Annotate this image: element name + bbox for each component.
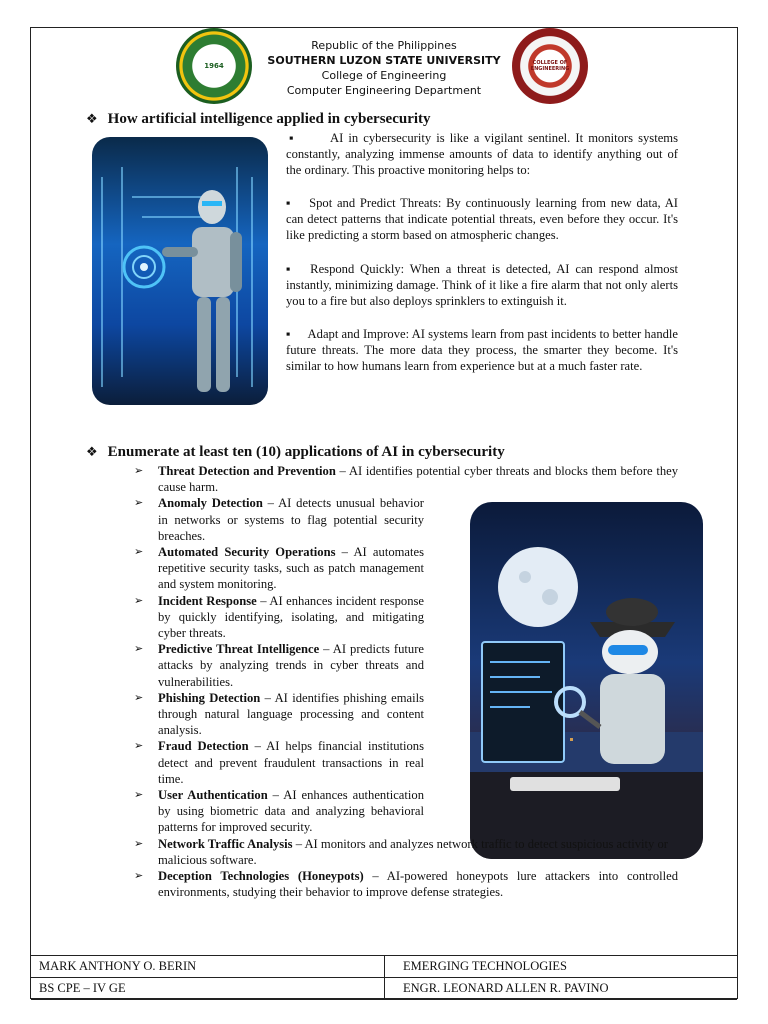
diamond-bullet-icon: ❖ <box>86 445 98 460</box>
diamond-bullet-icon: ❖ <box>86 112 98 127</box>
letterhead-department: Computer Engineering Department <box>286 84 482 97</box>
letterhead-university: SOUTHERN LUZON STATE UNIVERSITY <box>267 54 501 67</box>
section1-point-2-text: Respond Quickly: When a threat is detected, AI can respond almost instantly, minimizing damage. Think of it like a fire alarm that not only alerts you to a fire but also deploys sprinklers to extinguish it. <box>286 262 678 309</box>
section1-point-2 <box>286 261 678 310</box>
student-name: MARK ANTHONY O. BERIN <box>39 959 197 973</box>
arrow-bullet-icon: ➢ <box>134 788 144 802</box>
college-of-engineering-seal-logo <box>512 28 588 104</box>
program-section: BS CPE – IV GE <box>39 981 126 995</box>
list-item-predictive-threat: ➢ Predictive Threat Intelligence – AI predicts future attacks by analyzing trends in cyber threats and vulnerabilities. <box>134 642 424 689</box>
arrow-bullet-icon: ➢ <box>134 690 144 704</box>
footer-row-2 <box>31 978 737 1000</box>
section1-point-1 <box>286 195 678 244</box>
instructor-name: ENGR. LEONARD ALLEN R. PAVINO <box>384 978 737 999</box>
section1-heading-text: How artificial intelligence applied in cybersecurity <box>107 111 431 127</box>
footer-row-1 <box>31 956 737 978</box>
letterhead-republic: Republic of the Philippines <box>311 39 457 52</box>
applications-list <box>134 463 678 900</box>
arrow-bullet-icon: ➢ <box>134 642 144 656</box>
list-item-threat-detection: ➢ Threat Detection and Prevention – AI identifies potential cyber threats and blocks them before they cause harm. <box>134 464 678 495</box>
list-item-network-traffic: ➢ Network Traffic Analysis – AI monitors and analyzes network traffic to detect suspicious activity or malicious software. <box>134 836 668 867</box>
engineering-seal-text: COLLEGE OF ENGINEERING <box>530 60 570 72</box>
course-name: EMERGING TECHNOLOGIES <box>384 956 737 977</box>
arrow-bullet-icon: ➢ <box>134 464 144 477</box>
footer-table <box>31 955 737 1000</box>
arrow-bullet-icon: ➢ <box>134 836 144 850</box>
section2-heading-text: Enumerate at least ten (10) applications of AI in cybersecurity <box>107 444 505 460</box>
square-bullet-icon: ▪ <box>286 262 294 276</box>
arrow-bullet-icon: ➢ <box>134 593 144 607</box>
arrow-bullet-icon: ➢ <box>134 869 144 883</box>
list-item-deception-tech: ➢ Deception Technologies (Honeypots) – AI-powered honeypots lure attackers into controlled environments, studying their behavior to improve defense strategies. <box>134 869 679 900</box>
square-bullet-icon: ▪ <box>286 131 294 145</box>
section1-intro-text: AI in cybersecurity is like a vigilant sentinel. It monitors systems constantly, analyzing immense amounts of data to identify anything out of the ordinary. This proactive monitoring helps to: <box>286 131 678 178</box>
square-bullet-icon: ▪ <box>286 196 293 210</box>
section1-point-3 <box>286 326 678 375</box>
list-item-user-authentication: ➢ User Authentication – AI enhances authentication by using biometric data and analyzing behavioral patterns for improved security. <box>134 788 424 835</box>
section2-heading <box>86 444 505 461</box>
arrow-bullet-icon: ➢ <box>134 739 144 753</box>
section1-intro <box>286 130 678 179</box>
square-bullet-icon: ▪ <box>286 327 291 341</box>
robot-illustration-icon <box>92 137 268 405</box>
list-item-incident-response: ➢ Incident Response – AI enhances incident response by quickly identifying, isolating, and mitigating cyber threats. <box>134 593 424 641</box>
letterhead <box>258 38 510 98</box>
arrow-bullet-icon: ➢ <box>134 496 144 510</box>
list-item-anomaly-detection: ➢ Anomaly Detection – AI detects unusual behavior in networks or systems to flag potential security breaches. <box>134 496 424 543</box>
section1-point-1-text: Spot and Predict Threats: By continuously learning from new data, AI can detect patterns that indicate potential threats, even before they occur. It's like predicting a storm based on atmospheric changes. <box>286 196 678 243</box>
section1-heading <box>86 111 431 128</box>
list-item-automated-security: ➢ Automated Security Operations – AI automates repetitive security tasks, such as patch management and system monitoring. <box>134 545 424 592</box>
robot-server-room-image <box>92 137 268 405</box>
list-item-fraud-detection: ➢ Fraud Detection – AI helps financial institutions detect and prevent fraudulent transactions in real time. <box>134 739 424 786</box>
section1-point-3-text: Adapt and Improve: AI systems learn from past incidents to better handle future threats. The more data they process, the smarter they become. It's similar to how humans learn from experience but at a much faster rate. <box>286 327 679 374</box>
letterhead-college: College of Engineering <box>321 69 447 82</box>
slsu-seal-year: 1964 <box>204 62 224 70</box>
list-item-phishing-detection: ➢ Phishing Detection – AI identifies phishing emails through natural language processing and content analysis. <box>134 690 424 738</box>
arrow-bullet-icon: ➢ <box>134 545 144 559</box>
slsu-seal-logo <box>176 28 252 104</box>
